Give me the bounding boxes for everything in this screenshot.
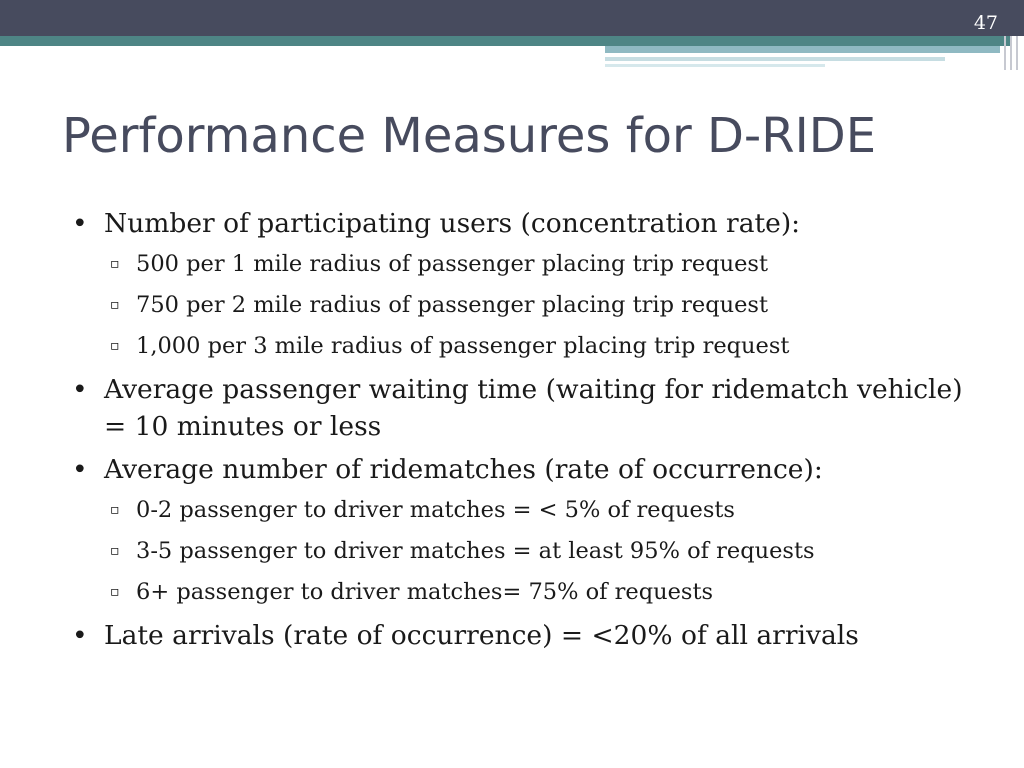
header-accent-stripe-4 — [605, 64, 825, 67]
bullet-item — [72, 371, 972, 445]
bullet-list — [72, 205, 972, 660]
bullet-text: Late arrivals (rate of occurrence) = <20% of all arrivals — [104, 620, 859, 651]
bullet-item — [72, 205, 972, 242]
sub-bullet-square-icon: ▫ — [110, 584, 120, 600]
sub-bullet-square-icon: ▫ — [110, 297, 120, 313]
sub-bullet-text: 3-5 passenger to driver matches = at least 95% of requests — [136, 538, 815, 564]
sub-bullet-item — [72, 289, 972, 321]
header-bar — [0, 0, 1024, 36]
bullet-text: Number of participating users (concentration rate): — [104, 208, 801, 239]
bullet-dot-icon: • — [72, 374, 88, 405]
sub-bullet-text: 0-2 passenger to driver matches = < 5% of requests — [136, 497, 735, 523]
slide-number: 47 — [973, 12, 998, 34]
sub-bullet-square-icon: ▫ — [110, 543, 120, 559]
header-divider-line — [1010, 36, 1012, 70]
header-divider-line — [1016, 36, 1018, 70]
sub-bullet-text: 1,000 per 3 mile radius of passenger placing trip request — [136, 333, 790, 359]
sub-bullet-item — [72, 248, 972, 280]
header-accent-stripe-2 — [605, 46, 1000, 53]
header-accent-stripe — [0, 36, 1010, 46]
header-accent-stripe-3 — [605, 57, 945, 61]
bullet-dot-icon: • — [72, 620, 88, 651]
sub-bullet-item — [72, 576, 972, 608]
header-divider-line — [1004, 36, 1006, 70]
sub-bullet-item — [72, 330, 972, 362]
bullet-item — [72, 617, 972, 654]
bullet-dot-icon: • — [72, 454, 88, 485]
bullet-item — [72, 451, 972, 488]
slide-title: Performance Measures for D-RIDE — [62, 108, 877, 164]
sub-bullet-item — [72, 494, 972, 526]
sub-bullet-square-icon: ▫ — [110, 502, 120, 518]
sub-bullet-square-icon: ▫ — [110, 338, 120, 354]
bullet-text: Average number of ridematches (rate of occurrence): — [104, 454, 823, 485]
sub-bullet-item — [72, 535, 972, 567]
sub-bullet-text: 6+ passenger to driver matches= 75% of requests — [136, 579, 714, 605]
sub-bullet-text: 750 per 2 mile radius of passenger placing trip request — [136, 292, 768, 318]
bullet-dot-icon: • — [72, 208, 88, 239]
sub-bullet-square-icon: ▫ — [110, 256, 120, 272]
sub-bullet-text: 500 per 1 mile radius of passenger placing trip request — [136, 251, 768, 277]
bullet-text: Average passenger waiting time (waiting for ridematch vehicle) = 10 minutes or less — [104, 374, 963, 442]
